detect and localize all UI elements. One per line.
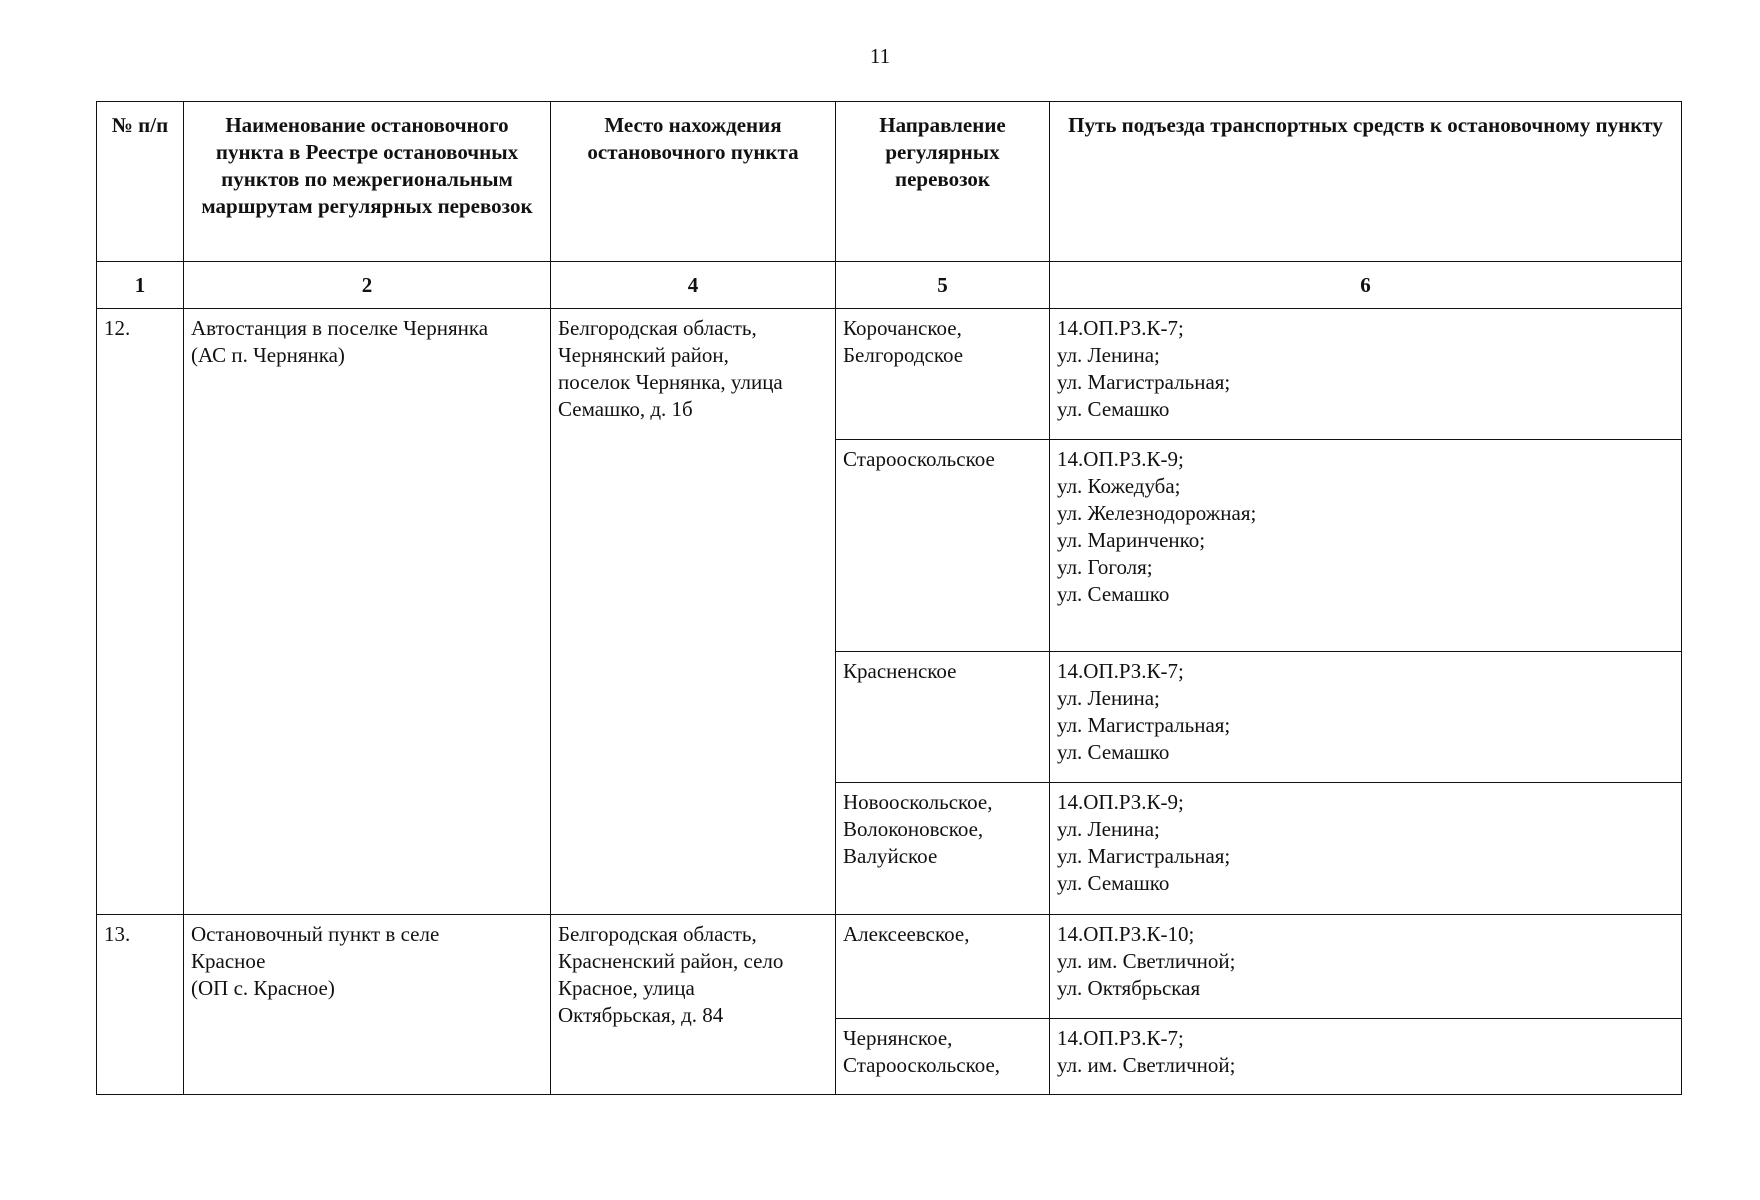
path-line: ул. Ленина;: [1057, 343, 1160, 367]
location-line: Семашко, д. 1б: [558, 397, 693, 421]
location-cell: [551, 915, 836, 1095]
table-row: [97, 915, 1682, 1019]
header-stop-name: Наименование остановочного пункта в Реестре остановочных пунктов по межрегиональным маршрутам регулярных перевозок: [184, 102, 551, 262]
direction-line: Старооскольское,: [843, 1053, 1001, 1077]
location-line: Красненский район, село: [558, 949, 784, 973]
path-line: ул. Кожедуба;: [1057, 474, 1181, 498]
column-number: 1: [97, 262, 184, 309]
direction-line: Чернянское,: [843, 1026, 953, 1050]
location-line: Октябрьская, д. 84: [558, 1003, 724, 1027]
path-line: ул. Магистральная;: [1057, 844, 1231, 868]
path-line: ул. Ленина;: [1057, 817, 1160, 841]
path-line: 14.ОП.РЗ.К-7;: [1057, 659, 1184, 683]
column-number: 4: [551, 262, 836, 309]
access-path-cell: [1050, 309, 1682, 440]
stop-name-line: Автостанция в поселке Чернянка: [191, 316, 489, 340]
header-number: № п/п: [97, 102, 184, 262]
direction-cell: [836, 440, 1050, 652]
stop-name-cell: [184, 915, 551, 1095]
location-line: поселок Чернянка, улица: [558, 370, 783, 394]
path-line: ул. Магистральная;: [1057, 370, 1231, 394]
path-line: ул. Маринченко;: [1057, 528, 1206, 552]
stop-name-line: Остановочный пункт в селе: [191, 922, 440, 946]
path-line: ул. Гоголя;: [1057, 555, 1153, 579]
header-direction: Направление регулярных перевозок: [836, 102, 1050, 262]
path-line: ул. Магистральная;: [1057, 713, 1231, 737]
path-line: ул. Семашко: [1057, 871, 1170, 895]
direction-line: Волоконовское,: [843, 817, 984, 841]
direction-cell: [836, 309, 1050, 440]
location-line: Чернянский район,: [558, 343, 729, 367]
access-path-cell: [1050, 915, 1682, 1019]
table-header-row: [97, 102, 1682, 262]
direction-line: Новооскольское,: [843, 790, 993, 814]
column-numbers-row: [97, 262, 1682, 309]
direction-line: Старооскольское: [843, 447, 995, 471]
stops-registry-table: [96, 101, 1682, 1095]
direction-line: Красненское: [843, 659, 957, 683]
column-number: 5: [836, 262, 1050, 309]
path-line: 14.ОП.РЗ.К-7;: [1057, 1026, 1184, 1050]
path-line: 14.ОП.РЗ.К-10;: [1057, 922, 1195, 946]
path-line: 14.ОП.РЗ.К-9;: [1057, 447, 1184, 471]
direction-cell: [836, 915, 1050, 1019]
path-line: ул. Октябрьская: [1057, 976, 1201, 1000]
entry-number: 13.: [97, 915, 184, 1095]
path-line: 14.ОП.РЗ.К-7;: [1057, 316, 1184, 340]
direction-line: Валуйское: [843, 844, 938, 868]
location-cell: [551, 309, 836, 915]
path-line: 14.ОП.РЗ.К-9;: [1057, 790, 1184, 814]
location-line: Белгородская область,: [558, 316, 757, 340]
stop-name-line: Красное: [191, 949, 266, 973]
path-line: ул. им. Светличной;: [1057, 949, 1236, 973]
direction-cell: [836, 783, 1050, 915]
location-line: Красное, улица: [558, 976, 695, 1000]
path-line: ул. Ленина;: [1057, 686, 1160, 710]
entry-number: 12.: [97, 309, 184, 915]
column-number: 2: [184, 262, 551, 309]
stop-name-line: (ОП с. Красное): [191, 976, 335, 1000]
path-line: ул. Семашко: [1057, 397, 1170, 421]
path-line: ул. Семашко: [1057, 582, 1170, 606]
stop-name-line: (АС п. Чернянка): [191, 343, 345, 367]
header-location: Место нахождения остановочного пункта: [551, 102, 836, 262]
location-line: Белгородская область,: [558, 922, 757, 946]
direction-cell: [836, 1019, 1050, 1095]
path-line: ул. Семашко: [1057, 740, 1170, 764]
path-line: ул. им. Светличной;: [1057, 1053, 1236, 1077]
access-path-cell: [1050, 783, 1682, 915]
access-path-cell: [1050, 440, 1682, 652]
header-access-path: Путь подъезда транспортных средств к остановочному пункту: [1050, 102, 1682, 262]
access-path-cell: [1050, 652, 1682, 783]
path-line: ул. Железнодорожная;: [1057, 501, 1257, 525]
direction-line: Белгородское: [843, 343, 964, 367]
page-number: 11: [869, 44, 891, 68]
direction-line: Корочанское,: [843, 316, 962, 340]
direction-cell: [836, 652, 1050, 783]
direction-line: Алексеевское,: [843, 922, 970, 946]
access-path-cell: [1050, 1019, 1682, 1095]
column-number: 6: [1050, 262, 1682, 309]
stop-name-cell: [184, 309, 551, 915]
table-row: [97, 309, 1682, 440]
